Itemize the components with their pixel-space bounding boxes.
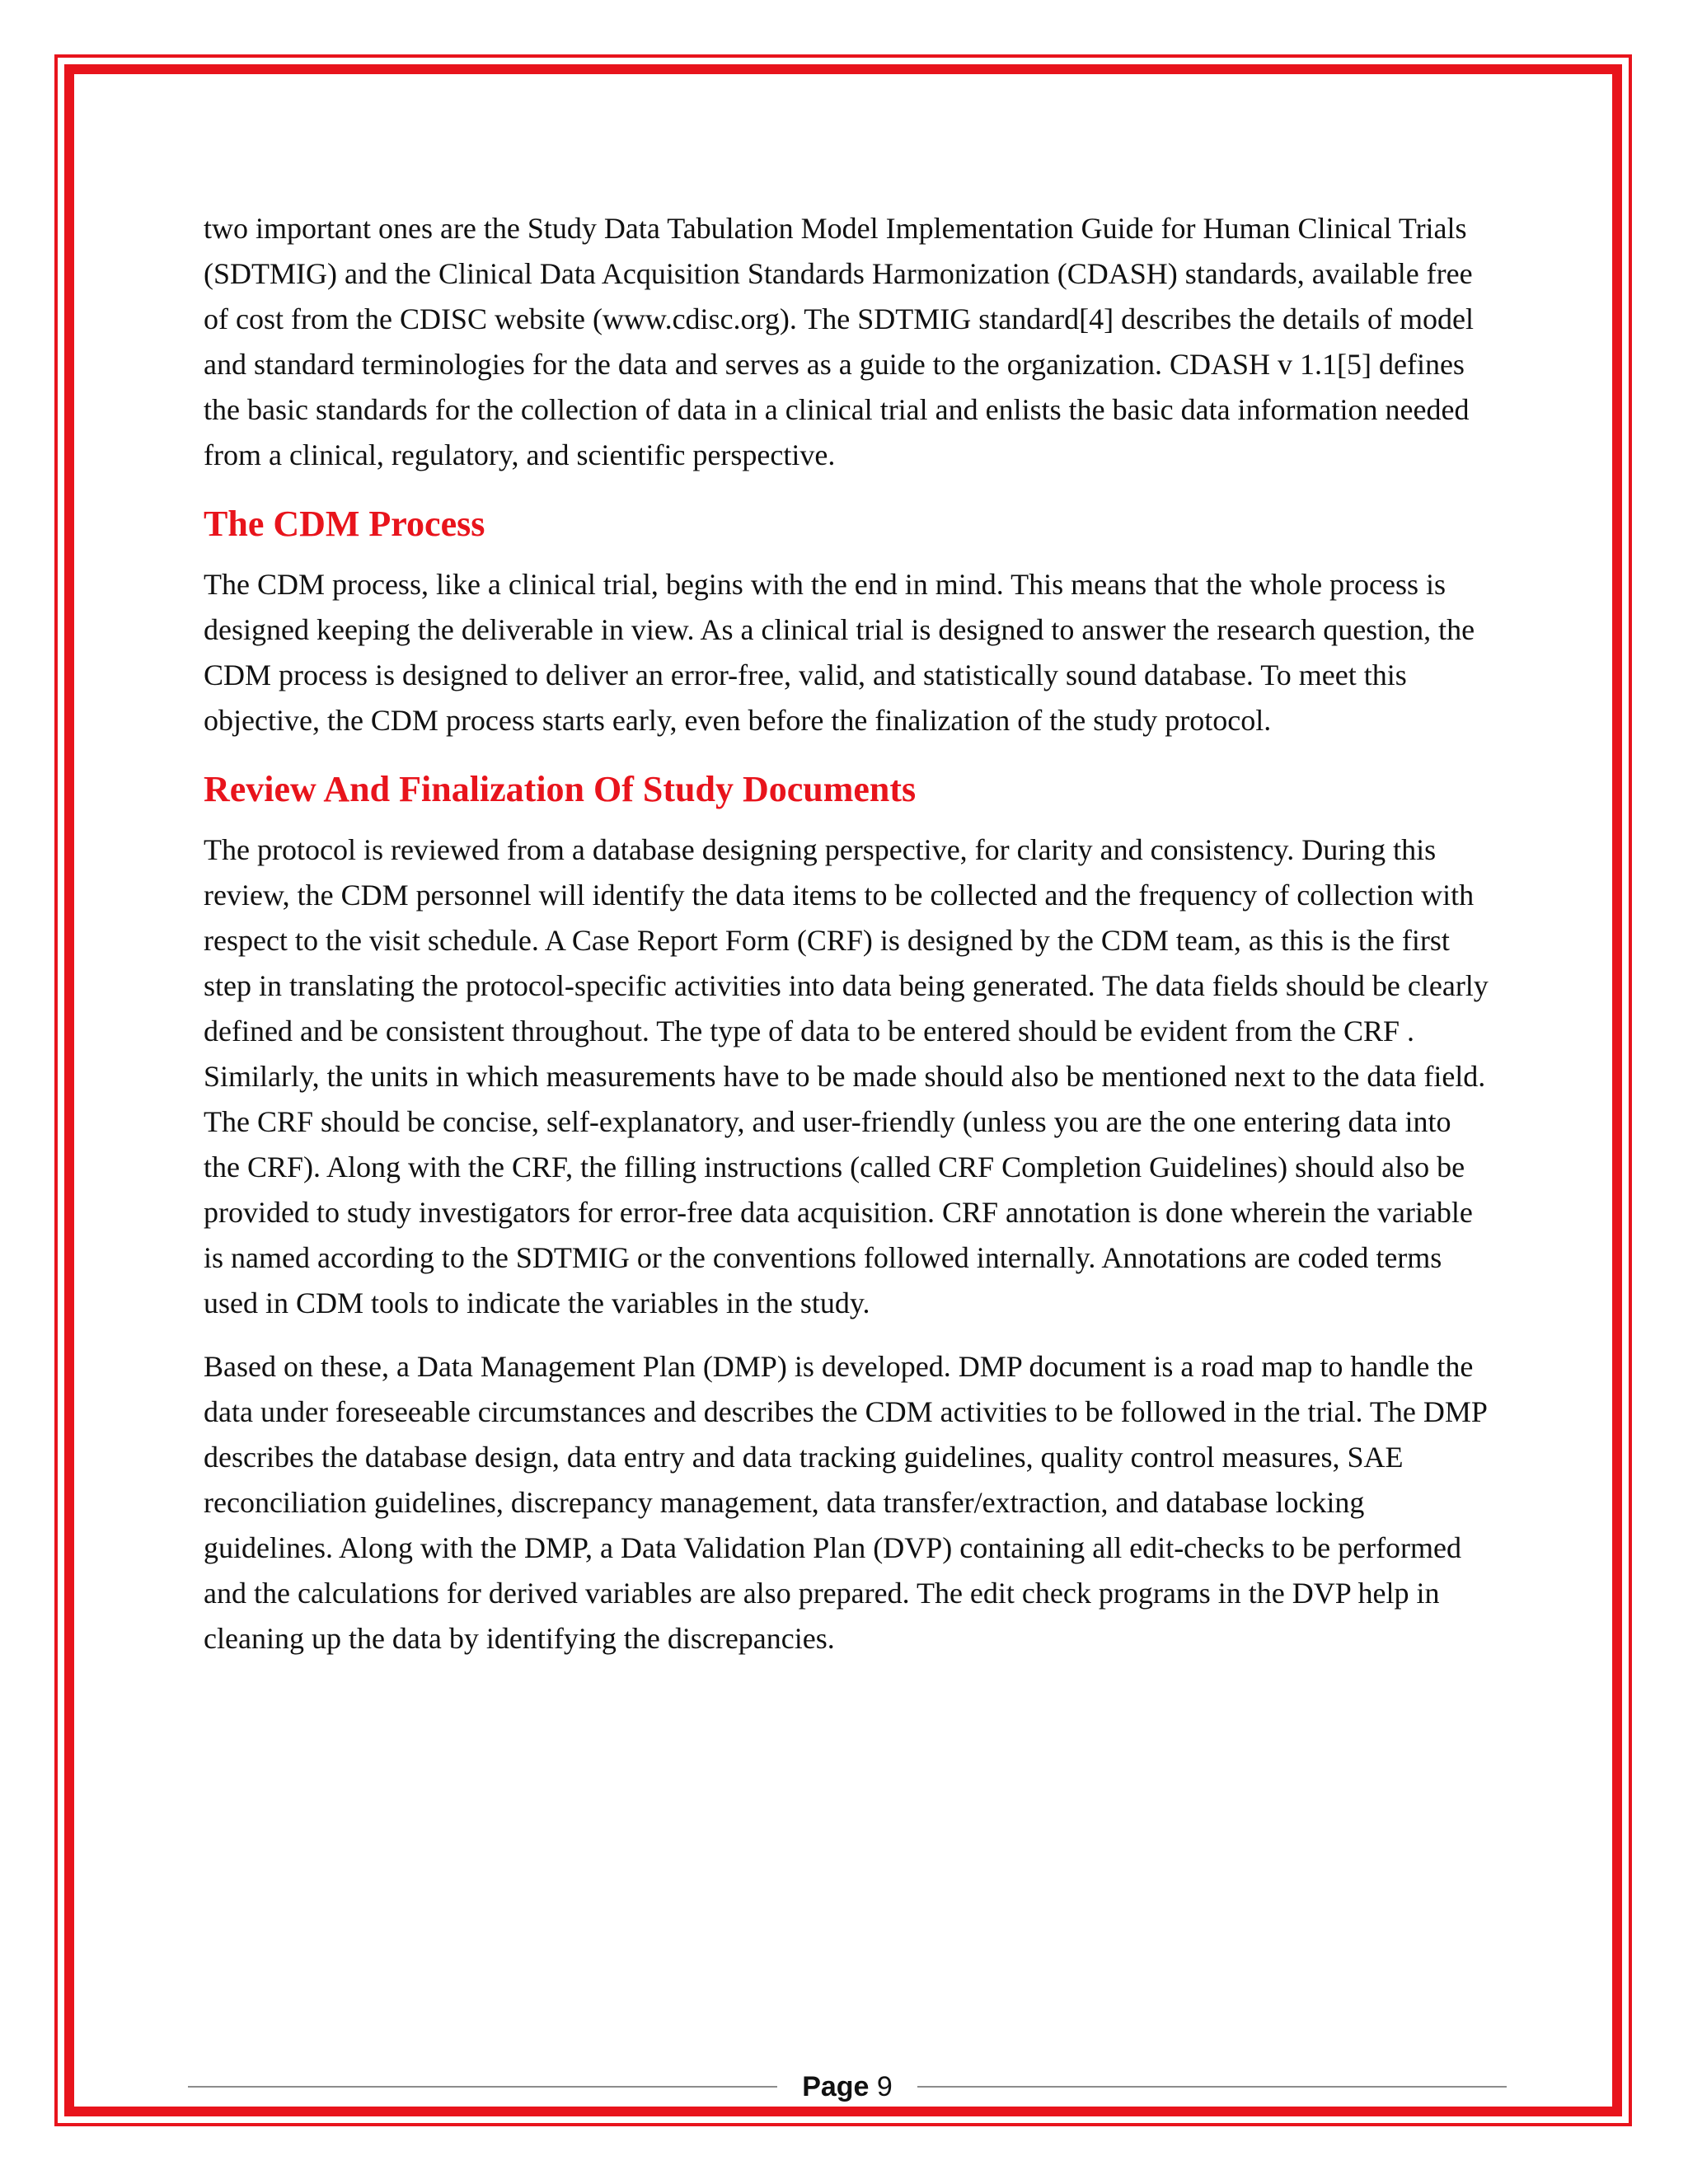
- document-body: [204, 206, 1489, 1661]
- cdm-process-paragraph: The CDM process, like a clinical trial, begins with the end in mind. This means that the whole process is designed keeping the deliverable in view. As a clinical trial is designed to answer the research question, the CDM process is designed to deliver an error-free, valid, and statistically sound database. To meet this objective, the CDM process starts early, even before the finalization of the study protocol.: [204, 568, 1475, 737]
- page-number-label: [777, 2071, 917, 2103]
- intro-paragraph: two important ones are the Study Data Tabulation Model Implementation Guide for Human Clinical Trials (SDTMIG) and the Clinical Data Acquisition Standards Harmonization (CDASH) standards, available free of cost from the CDISC website (www.cdisc.org). The SDTMIG standard[4] describes the details of model and standard terminologies for the data and serves as a guide to the organization. CDASH v 1.1[5] defines the basic standards for the collection of data in a clinical trial and enlists the basic data information needed from a clinical, regulatory, and scientific perspective.: [204, 212, 1475, 471]
- footer-rule-right: [917, 2086, 1507, 2088]
- heading-review-finalization: Review And Finalization Of Study Documents: [204, 769, 917, 809]
- page-number: 9: [876, 2070, 893, 2102]
- footer-rule-left: [188, 2086, 777, 2088]
- review-paragraph-2: Based on these, a Data Management Plan (DMP) is developed. DMP document is a road map to handle the data under foreseeable circumstances and describes the CDM activities to be followed in the trial. The DMP describes the database design, data entry and data tracking guidelines, quality control measures, SAE reconciliation guidelines, discrepancy management, data transfer/extraction, and database locking guidelines. Along with the DMP, a Data Validation Plan (DVP) containing all edit-checks to be performed and the calculations for derived variables are also prepared. The edit check programs in the DVP help in cleaning up the data by identifying the discrepancies.: [204, 1350, 1487, 1655]
- page-footer: [188, 2069, 1507, 2105]
- page-label: Page: [802, 2070, 870, 2102]
- heading-cdm-process: The CDM Process: [204, 504, 485, 544]
- review-paragraph-1: The protocol is reviewed from a database designing perspective, for clarity and consistency. During this review, the CDM personnel will identify the data items to be collected and the frequency of collection with respect to the visit schedule. A Case Report Form (CRF) is designed by the CDM team, as this is the first step in translating the protocol-specific activities into data being generated. The data fields should be clearly defined and be consistent throughout. The type of data to be entered should be evident from the CRF . Similarly, the units in which measurements have to be made should also be mentioned next to the data field. The CRF should be concise, self-explanatory, and user-friendly (unless you are the one entering data into the CRF). Along with the CRF, the filling instructions (called CRF Completion Guidelines) should also be provided to study investigators for error-free data acquisition. CRF annotation is done wherein the variable is named according to the SDTMIG or the conventions followed internally. Annotations are coded terms used in CDM tools to indicate the variables in the study.: [204, 833, 1489, 1319]
